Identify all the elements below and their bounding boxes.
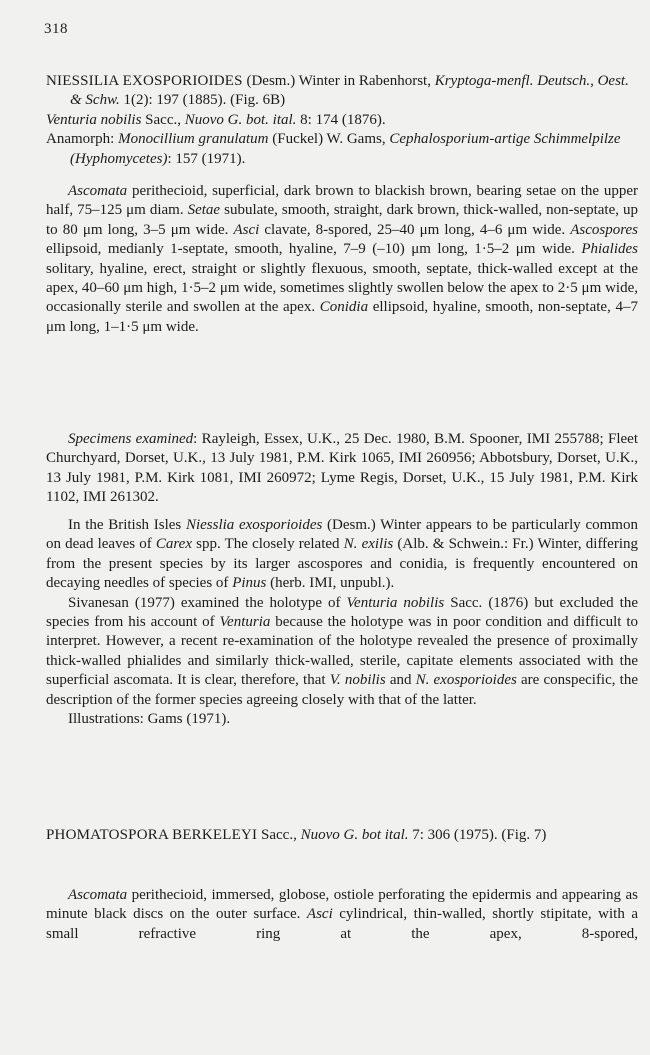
discussion-text: (Desm.) Winter appears to be particularly common on dead leaves of <box>46 517 638 553</box>
species-name: NIESSILIA EXOSPORIOIDES <box>46 73 243 89</box>
anamorph-text: : 157 (1971). <box>167 150 246 167</box>
synonym-name: Venturia nobilis <box>46 111 142 128</box>
taxon-name: Niesslia exosporioides <box>185 517 323 533</box>
description-text: perithecioid, superficial, dark brown to blackish brown, bearing setae on the upper half, 75–125 μm diam. <box>46 183 638 219</box>
term-phialides: Phialides <box>581 241 638 258</box>
taxon-name: Pinus <box>232 575 267 592</box>
description-text: ellipsoid, medianly 1-septate, smooth, hyaline, 7–9 (–10) μm long, 1·5–2 μm wide. <box>46 241 582 258</box>
illustrations-line: Illustrations: Gams (1971). <box>68 711 231 728</box>
citation-text: Sacc., <box>257 827 301 843</box>
discussion-text: and <box>385 672 416 689</box>
anamorph-line <box>46 130 638 169</box>
specimens-text: : Rayleigh, Essex, U.K., 25 Dec. 1980, B.M. Spooner, IMI 255788; Fleet Churchyard, Dorset, U.K., 13 July 1981, P.M. Kirk 1065, IMI 260956; Abbotsbury, Dorset, U.K., 13 July 1981, P.M. Kirk 1081, IMI 260972; Lyme Regis, Dorset, U.K., 15 July 1981, P.M. Kirk 1102, IMI 261302. <box>46 431 638 506</box>
description-paragraph <box>46 886 638 944</box>
species-entry-niesslia <box>46 72 638 169</box>
description-text: cylindrical, thin-walled, shortly stipitate, with a small refractive ring at the apex, 8-spored, <box>46 906 638 942</box>
citation-text: 7: 306 (1975). (Fig. 7) <box>408 827 547 843</box>
term-asci: Asci <box>306 906 333 923</box>
species-name: PHOMATOSPORA BERKELEYI <box>46 827 258 843</box>
term-ascomata: Ascomata <box>68 183 128 199</box>
species-heading <box>46 826 638 845</box>
discussion-paragraph-1 <box>46 516 638 594</box>
citation-text: (Desm.) Winter in Rabenhorst, <box>242 73 435 89</box>
species-heading <box>46 72 638 111</box>
anamorph-name: Monocillium granulatum <box>118 131 269 148</box>
discussion-text: because the holotype was in poor condition and difficult to interpret. However, a recent re-examination of the holotype revealed the presence of proximally thick-walled phialides and similarly thick-walled, sterile, capitate elements associated with the superficial ascomata. It is clear, therefore, that <box>46 614 638 689</box>
term-ascospores: Ascospores <box>570 221 638 238</box>
synonym-text: 8: 174 (1876). <box>296 111 386 128</box>
description-paragraph <box>46 182 638 337</box>
taxon-name: Carex <box>155 536 192 553</box>
taxon-name: Venturia nobilis <box>346 594 445 611</box>
synonym-text: Sacc., <box>141 111 185 128</box>
discussion-text: (Alb. & Schwein.: Fr.) Winter, differing from the present species by its larger ascospores and conidia, is frequently encountered on decaying needles of species of <box>46 536 638 592</box>
page-number: 318 <box>44 21 68 37</box>
description-text: solitary, hyaline, erect, straight or slightly flexuous, smooth, septate, thick-walled except at the apex, 40–60 μm high, 1·5–2 μm wide, sometimes slightly swollen below the apex to 2·5 μm wide, occasionally sterile and swollen at the apex. <box>46 260 638 316</box>
specimens-label: Specimens examined <box>68 431 194 447</box>
citation-journal: Kryptoga-menfl. Deutsch., Oest. & Schw. <box>70 73 629 109</box>
anamorph-text: (Fuckel) W. Gams, <box>268 131 390 148</box>
taxon-name: V. nobilis <box>329 672 386 689</box>
discussion-text: are conspecific, the description of the former species agreeing closely with that of the latter. <box>46 672 638 708</box>
description-text: subulate, smooth, straight, dark brown, thick-walled, non-septate, up to 80 μm long, 3–5 μm wide. <box>46 202 638 238</box>
discussion-text: spp. The closely related <box>192 536 344 553</box>
discussion-paragraph-2 <box>46 594 638 710</box>
term-asci: Asci <box>233 221 260 238</box>
discussion-text: Sacc. (1876) but excluded the species from his account of <box>46 594 638 631</box>
anamorph-source: Cephalosporium-artige Schimmelpilze (Hyphomycetes) <box>70 131 621 167</box>
description-text: ellipsoid, hyaline, smooth, non-septate, 4–7 μm long, 1–1·5 μm wide. <box>46 299 638 335</box>
discussion-text: (herb. IMI, unpubl.). <box>266 575 395 592</box>
discussion-text: In the British Isles <box>68 517 186 533</box>
term-conidia: Conidia <box>319 299 369 316</box>
discussion-text: Sivanesan (1977) examined the holotype of <box>68 594 347 611</box>
anamorph-label: Anamorph: <box>46 131 119 148</box>
discussion-section <box>46 516 638 729</box>
description-text: perithecioid, immersed, globose, ostiole perforating the epidermis and appearing as minute black discs on the outer surface. <box>46 887 638 923</box>
taxon-name: Venturia <box>219 614 271 631</box>
taxon-name: N. exosporioides <box>415 672 517 689</box>
species-entry-phomatospora <box>46 826 638 845</box>
description-text: clavate, 8-spored, 25–40 μm long, 4–6 μm wide. <box>259 221 571 238</box>
synonym-journal: Nuovo G. bot. ital. <box>184 111 297 128</box>
taxon-name: N. exilis <box>343 536 394 553</box>
specimens-paragraph <box>46 430 638 508</box>
term-setae: Setae <box>187 202 221 219</box>
synonym-line <box>46 111 638 130</box>
term-ascomata: Ascomata <box>68 887 128 903</box>
citation-journal: Nuovo G. bot ital. <box>300 827 409 843</box>
citation-text: 1(2): 197 (1885). (Fig. 6B) <box>119 92 286 109</box>
